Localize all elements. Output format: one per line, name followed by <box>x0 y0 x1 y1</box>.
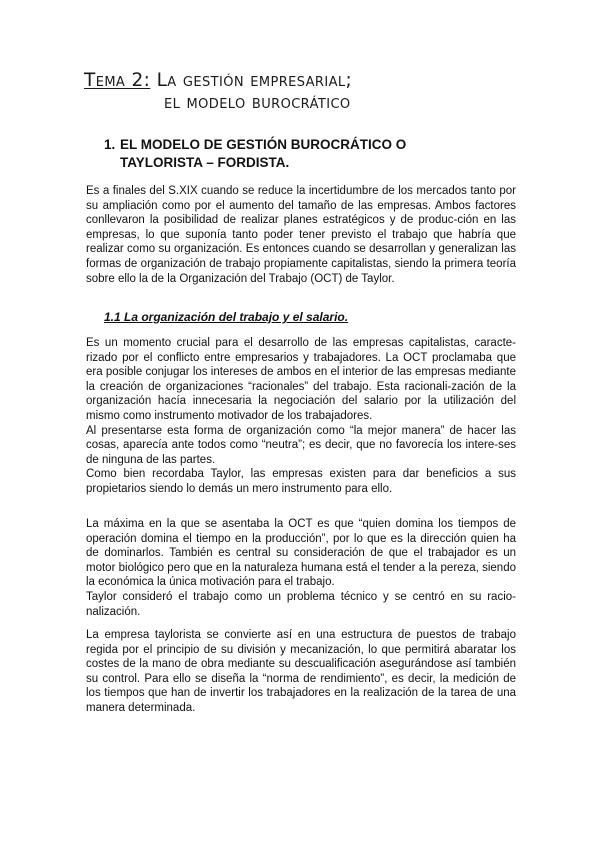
body-paragraph: Taylor consideró el trabajo como un problema técnico y se centró en su racio-nalización. <box>86 590 516 618</box>
section-heading <box>104 136 434 172</box>
subsection-heading: 1.1 La organización del trabajo y el salario. <box>104 310 349 324</box>
intro-paragraph <box>86 184 516 286</box>
section-heading-text: EL MODELO DE GESTIÓN BUROCRÁTICO O TAYLORISTA – FORDISTA. <box>120 137 407 170</box>
intro-text: Es a finales del S.XIX cuando se reduce la incertidumbre de los mercados tanto por su ampliación como por el aumento del tamaño de las empresas. Ambos factores conllevaron la posibilidad de realizar planes estratégicos y de produc-ción en las empresas, lo que suponía tanto poder tener previsto el trabajo que habría que realizar como su organización. Es entonces cuando se desarrollan y generalizan las formas de organización de trabajo propiamente capitalistas, siendo la primera teoría sobre ello la de la Organización del Trabajo (OCT) de Taylor. <box>86 185 516 285</box>
title-rest: La gestión empresarial; <box>156 70 353 91</box>
body-paragraph: Es un momento crucial para el desarrollo de las empresas capitalistas, caracte-rizado por el conflicto entre empresarios y trabajadores. La OCT proclamaba que era posible conjugar los intereses de ambos en el interior de las empresas mediante la creación de organizaciones “racionales” del trabajo. Esta racionali-zación de la organización hacía innecesaria la negociación del salario por la utilización del mismo como instrumento motivador de los trabajadores. <box>86 337 516 422</box>
body-paragraph: Al presentarse esta forma de organización como “la mejor manera” de hacer las cosas, aparecía ante todos como “neutra”; es decir, que no favorecía los intere-ses de ninguna de las partes. <box>86 424 516 466</box>
document-title <box>84 70 352 114</box>
title-lead: Tema 2: <box>84 70 151 91</box>
body-paragraph: La máxima en la que se asentaba la OCT es que “quien domina los tiempos de operación domina el tiempo en la producción”, por lo que es la dirección quien ha de dominarlos. También es central su consideración de que el trabajador es un motor biológico pero que en la naturaleza humana está el tender a la pereza, siendo la económica la única motivación para el trabajo. <box>86 518 516 589</box>
section-number: 1. <box>104 137 116 152</box>
body-block-3 <box>86 628 516 716</box>
body-paragraph: La empresa taylorista se convierte así en una estructura de puestos de trabajo regida por el principio de su división y mecanización, lo que permitirá abaratar los costes de la mano de obra mediante su descualificación asegurándose así también su control. Para ello se diseña la “norma de rendimiento”, es decir, la medición de los tiempos que han de invertir los trabajadores en la realización de la tarea de una manera determinada. <box>86 629 516 714</box>
body-block-2 <box>86 517 516 619</box>
title-line2: el modelo burocrático <box>164 92 351 113</box>
body-paragraph: Como bien recordaba Taylor, las empresas existen para dar beneficios a sus propietarios siendo lo demás un mero instrumento para ello. <box>86 468 516 495</box>
body-block-1 <box>86 336 516 497</box>
